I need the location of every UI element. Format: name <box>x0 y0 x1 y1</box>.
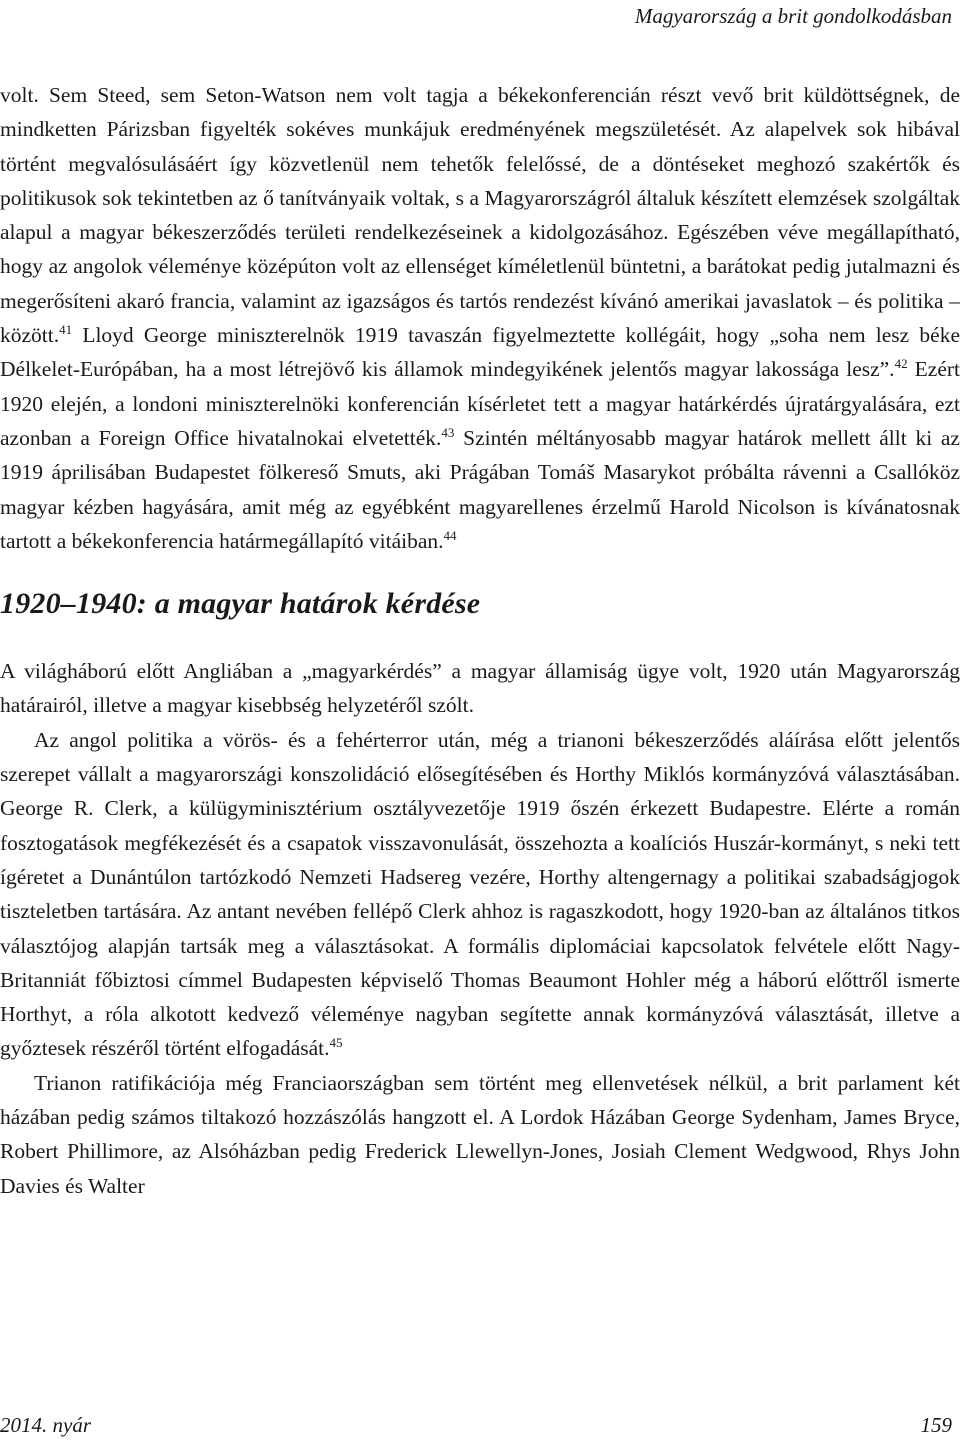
paragraph-continuation <box>0 78 960 558</box>
issue-label: 2014. nyár <box>0 1413 91 1437</box>
paragraph-consolidation <box>0 723 960 1066</box>
page-content <box>0 78 960 1203</box>
footnote-ref: 44 <box>443 527 457 543</box>
text-run: Az angol politika a vörös- és a fehérterror után, még a trianoni békeszerződés aláírása előtt jelentős szerepet vállalt a magyarországi konszolidáció elősegítésében és Horthy Miklós kormányzóvá választásában. George R. Clerk, a külügyminisztérium osztályvezetője 1919 őszén érkezett Budapestre. Elérte a román fosztogatások megfékezését és a csapatok visszavonulását, összehozta a koalíciós Huszár-kormányt, s neki tett ígéretet a Dunántúlon tartózkodó Nemzeti Hadsereg vezére, Horthy altengernagy a politikai szabadságjogok tiszteletben tartására. Az antant nevében fellépő Clerk ahhoz is ragaszkodott, hogy 1920-ban az általános titkos választójog alapján tartsák meg a választásokat. A formális diplomáciai kapcsolatok felvétele előtt Nagy-Britanniát főbiztosi címmel Budapesten képviselő Thomas Beaumont Hohler még a háború előttről ismerte Horthyt, a róla alkotott kedvező véleménye nagyban segítette annak kormányzóvá választását, illetve a győztesek részéről történt elfogadását. <box>0 727 960 1061</box>
footnote-ref: 43 <box>441 424 455 440</box>
footnote-ref: 45 <box>329 1035 343 1051</box>
running-header: Magyarország a brit gondolkodásban <box>634 4 952 28</box>
text-run: Ezért 1920 elején, a londoni miniszterelnöki konferencián kísérletet tett a magyar határkérdés újratárgyalására, ezt azonban a Foreign Office hivatalnokai elvetették. <box>0 357 960 450</box>
page-footer <box>0 1411 952 1439</box>
footnote-ref: 41 <box>59 321 73 337</box>
text-run: Szintén méltányosabb magyar határok mellett állt ki az 1919 áprilisában Budapestet fölkereső Smuts, aki Prágában Tomáš Masarykot próbálta rávenni a Csallóköz magyar kézben hagyására, amit még az egyébként magyarellenes érzelmű Harold Nicolson is kívánatosnak tartott a békekonferencia határmegállapító vitáiban. <box>0 425 960 553</box>
section-heading: 1920–1940: a magyar határok kérdése <box>0 587 481 621</box>
text-run: volt. Sem Steed, sem Seton-Watson nem volt tagja a békekonferencián részt vevő brit küldöttségnek, de mindketten Párizsban figyelték sokéves munkájuk eredményének megszületését. Az alapelvek sok hibával történt megvalósulásáért így közvetlenül nem tehetők felelőssé, de a döntéseket meghozó szakértők és politikusok sok tekintetben az ő tanítványaik voltak, s a Magyarországról általuk készített elemzések szolgáltak alapul a magyar békeszerződés területi rendelkezéseinek a kidolgozásához. Egészében véve megállapítható, hogy az angolok véleménye középúton volt az ellenséget kíméletlenül büntetni, a barátokat pedig jutalmazni és megerősíteni akaró francia, valamint az igazságos és tartós rendezést kívánó amerikai javaslatok – és politika – között. <box>0 83 960 348</box>
text-run: Trianon ratifikációja még Franciaországban sem történt meg ellenvetések nélkül, a brit parlament két házában pedig számos tiltakozó hozzászólás hangzott el. A Lordok Házában George Sydenham, James Bryce, Robert Phillimore, az Alsóházban pedig Frederick Llewellyn-Jones, Josiah Clement Wedgwood, Rhys John Davies és Walter <box>0 1070 960 1198</box>
page-number: 159 <box>920 1413 952 1437</box>
footnote-ref: 42 <box>894 356 908 372</box>
paragraph-intro <box>0 654 960 723</box>
paragraph-trianon-ratification <box>0 1066 960 1203</box>
text-run: Lloyd George miniszterelnök 1919 tavaszán figyelmeztette kollégáit, hogy „soha nem lesz béke Délkelet-Európában, ha a most létrejövő kis államok mindegyikének jelentős magyar lakossága lesz”. <box>0 323 960 382</box>
text-run: A világháború előtt Angliában a „magyarkérdés” a magyar államiság ügye volt, 1920 után Magyarország határairól, illetve a magyar kisebbség helyzetéről szólt. <box>0 659 960 718</box>
